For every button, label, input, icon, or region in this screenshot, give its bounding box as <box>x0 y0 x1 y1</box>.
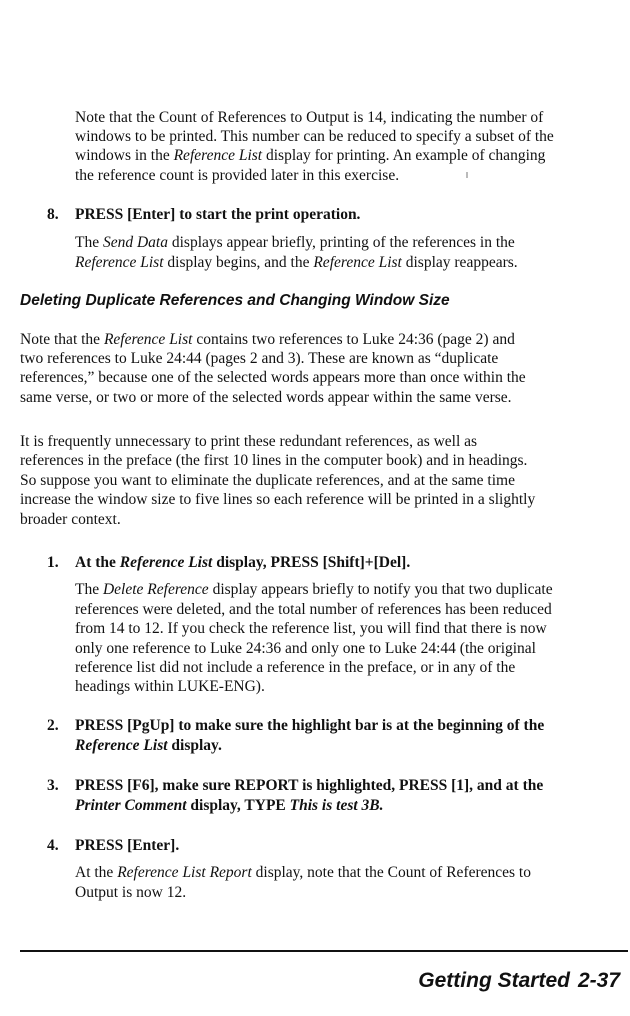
step-1-line-1: The Delete Reference display appears briefly to notify you that two duplicate <box>75 581 553 598</box>
page-number: 2-37 <box>577 969 620 992</box>
intro-line-1: Note that the Count of References to Output is 14, indicating the number of <box>75 109 544 126</box>
intro-line-2: windows to be printed. This number can be reduced to specify a subset of the <box>75 128 554 145</box>
section-para-1-line-1: Note that the Reference List contains two references to Luke 24:36 (page 2) and <box>20 331 515 348</box>
scan-speck <box>466 172 468 178</box>
step-8-heading: PRESS [Enter] to start the print operation. <box>75 206 361 223</box>
section-para-2-line-5: broader context. <box>20 511 121 528</box>
step-4-line-2: Output is now 12. <box>75 884 187 901</box>
intro-line-3: windows in the Reference List display for printing. An example of changing <box>75 147 546 164</box>
step-2-line-1: PRESS [PgUp] to make sure the highlight bar is at the beginning of the <box>75 717 545 734</box>
section-para-1-line-2: two references to Luke 24:44 (pages 2 and 3). These are known as “duplicate <box>20 350 499 367</box>
step-2-line-2: Reference List display. <box>75 737 222 754</box>
step-1-line-2: references were deleted, and the total number of references has been reduced <box>75 601 552 618</box>
step-3-line-2: Printer Comment display, TYPE This is test 3B. <box>75 797 384 814</box>
page-footer <box>418 968 620 994</box>
footer-title: Getting Started <box>418 969 570 992</box>
step-2-number: 2. <box>47 717 59 734</box>
section-para-2-line-2: references in the preface (the first 10 lines in the computer book) and in headings. <box>20 452 528 469</box>
step-4-line-1: At the Reference List Report display, note that the Count of References to <box>75 864 531 881</box>
intro-line-4: the reference count is provided later in this exercise. <box>75 167 400 184</box>
step-8-line-1: The Send Data displays appear briefly, printing of the references in the <box>75 234 515 251</box>
step-4-number: 4. <box>47 837 59 854</box>
section-para-2-line-3: So suppose you want to eliminate the duplicate references, and at the same time <box>20 472 515 489</box>
step-1-line-6: headings within LUKE-ENG). <box>75 678 265 695</box>
section-para-2-line-4: increase the window size to five lines so each reference will be printed in a slightly <box>20 491 536 508</box>
step-8-line-2: Reference List display begins, and the Reference List display reappears. <box>75 254 518 271</box>
footer-rule <box>20 950 628 952</box>
section-para-1-line-4: same verse, or two or more of the selected words appear within the same verse. <box>20 389 512 406</box>
step-1-line-5: reference list did not include a reference in the preface, or in any of the <box>75 659 516 676</box>
step-1-heading: At the Reference List display, PRESS [Shift]+[Del]. <box>75 554 411 571</box>
step-1-line-4: only one reference to Luke 24:36 and only one to Luke 24:44 (the original <box>75 640 536 657</box>
step-4-heading: PRESS [Enter]. <box>75 837 180 854</box>
section-heading: Deleting Duplicate References and Changing Window Size <box>20 292 450 309</box>
section-para-2-line-1: It is frequently unnecessary to print these redundant references, as well as <box>20 433 478 450</box>
step-8-number: 8. <box>47 206 59 223</box>
step-1-number: 1. <box>47 554 59 571</box>
section-para-1-line-3: references,” because one of the selected words appears more than once within the <box>20 369 526 386</box>
step-3-line-1: PRESS [F6], make sure REPORT is highlighted, PRESS [1], and at the <box>75 777 544 794</box>
step-3-number: 3. <box>47 777 59 794</box>
step-1-line-3: from 14 to 12. If you check the reference list, you will find that there is now <box>75 620 547 637</box>
